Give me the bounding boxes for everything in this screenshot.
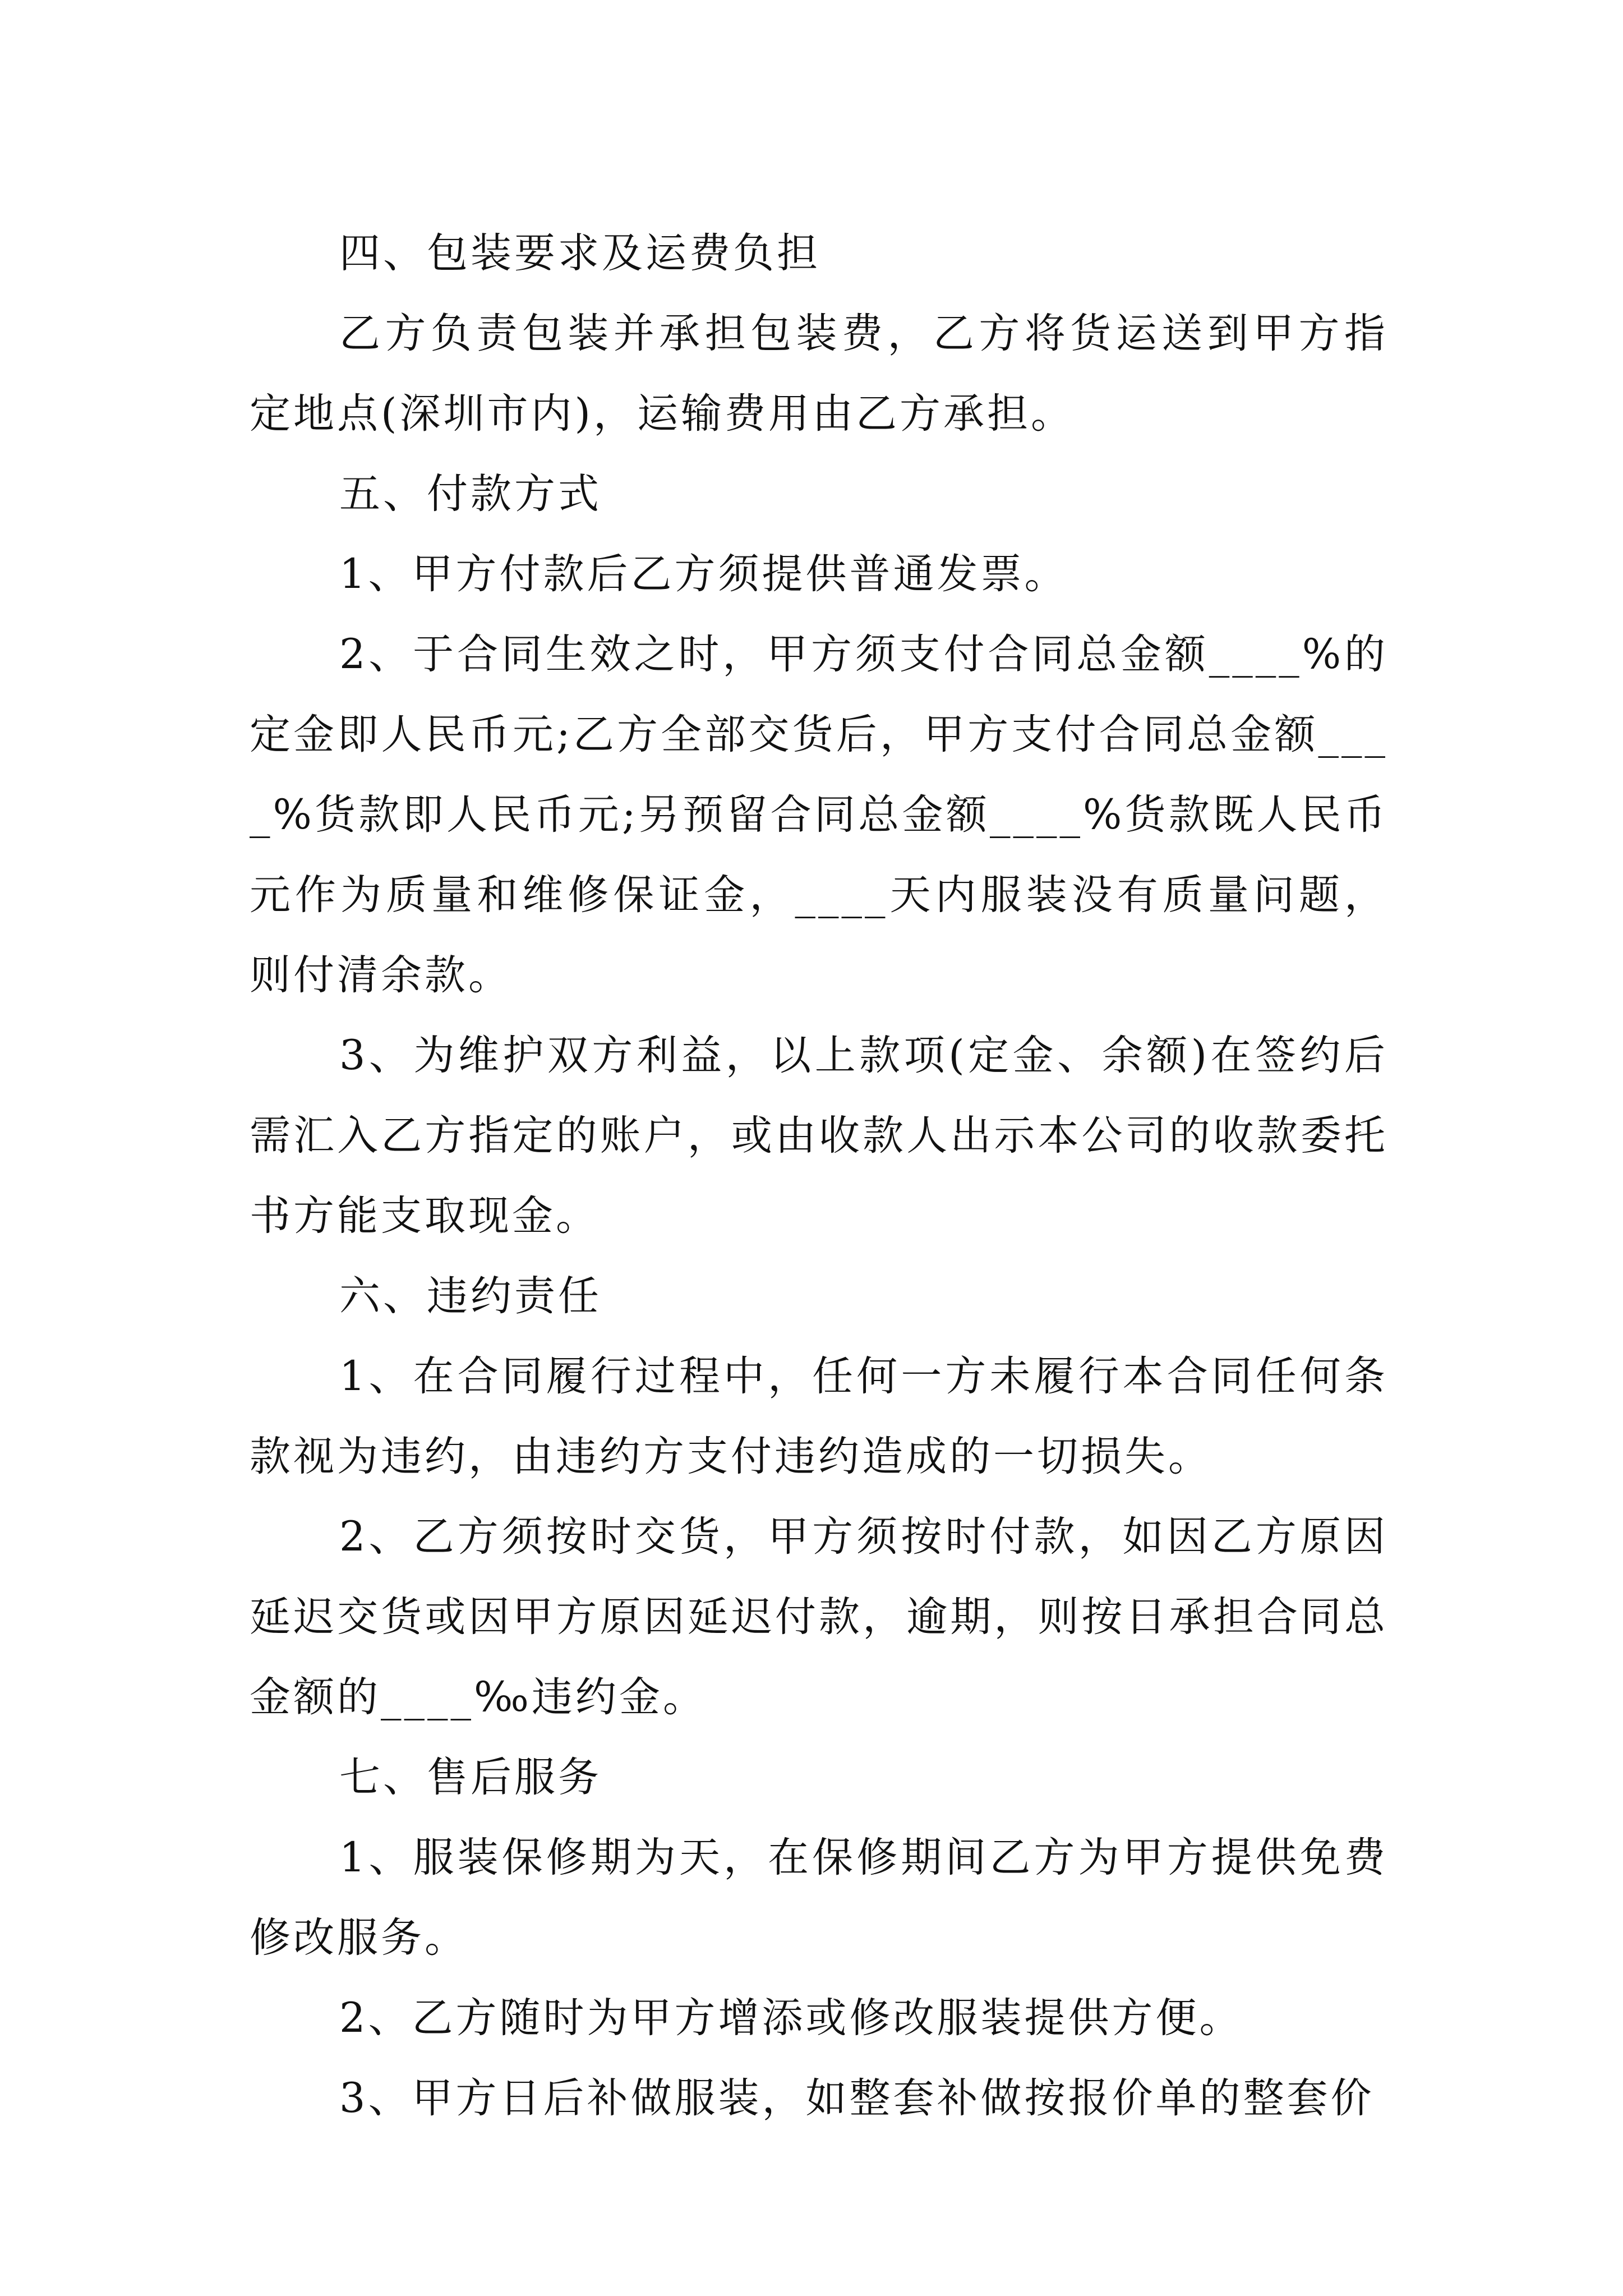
paragraph-after-sales-warranty: 1、服装保修期为天，在保修期间乙方为甲方提供免费修改服务。: [250, 1834, 1388, 1962]
paragraph-packaging-terms: 乙方负责包装并承担包装费，乙方将货运送到甲方指定地点(深圳市内)，运输费用由乙方承担。: [250, 310, 1388, 438]
paragraph-after-sales-convenience: 2、乙方随时为甲方增添或修改服装提供方便。: [339, 1994, 1243, 2042]
section-heading-liability: 六、违约责任: [339, 1272, 602, 1320]
paragraph-liability-delay: 2、乙方须按时交货，甲方须按时付款，如因乙方原因延迟交货或因甲方原因延迟付款，逾期，则按日承担合同总金额的____‰违约金。: [250, 1513, 1388, 1721]
section-heading-payment: 五、付款方式: [339, 470, 602, 518]
section-heading-after-sales: 七、售后服务: [339, 1754, 602, 1801]
paragraph-after-sales-supplement: 3、甲方日后补做服装，如整套补做按报价单的整套价: [339, 2074, 1375, 2122]
document-body: [250, 213, 1388, 2138]
section-heading-packaging: 四、包装要求及运费负担: [339, 229, 820, 277]
paragraph-payment-invoice: 1、甲方付款后乙方须提供普通发票。: [339, 550, 1068, 598]
paragraph-payment-account: 3、为维护双方利益，以上款项(定金、余额)在签约后需汇入乙方指定的账户，或由收款人出示本公司的收款委托书方能支取现金。: [250, 1032, 1388, 1240]
paragraph-payment-schedule: 2、于合同生效之时，甲方须支付合同总金额____%的定金即人民币元;乙方全部交货后，甲方支付合同总金额____%货款即人民币元;另预留合同总金额____%货款既人民币元作为质量和维修保证金，____天内服装没有质量问题，则付清余款。: [250, 631, 1388, 999]
paragraph-liability-breach: 1、在合同履行过程中，任何一方未履行本合同任何条款视为违约，由违约方支付违约造成的一切损失。: [250, 1352, 1388, 1480]
